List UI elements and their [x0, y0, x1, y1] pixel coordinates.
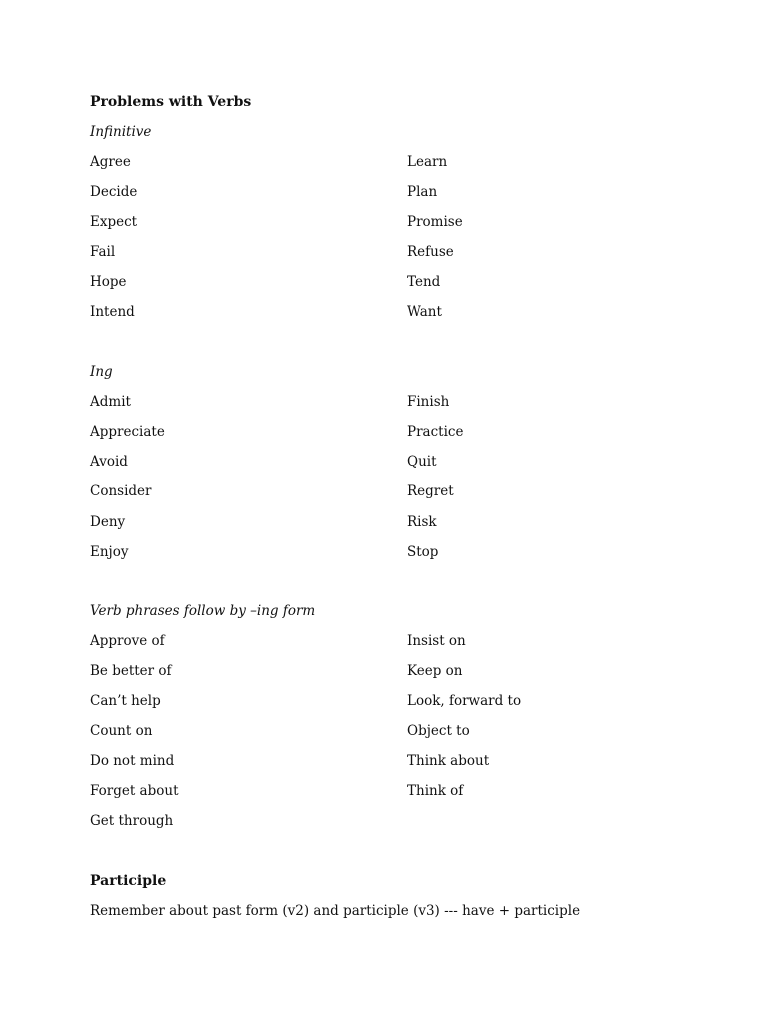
list-item: Tend	[407, 274, 441, 290]
list-item: Do not mind	[90, 753, 175, 769]
list-item: Appreciate	[90, 424, 165, 440]
participle-text: Remember about past form (v2) and participle (v3) --- have + participle	[90, 903, 581, 919]
list-item: Deny	[90, 514, 126, 530]
list-item: Plan	[407, 184, 438, 200]
list-item: Object to	[407, 723, 470, 739]
page-title: Problems with Verbs	[90, 94, 252, 110]
list-item: Insist on	[407, 633, 466, 649]
list-item: Decide	[90, 184, 138, 200]
list-item: Regret	[407, 483, 454, 499]
section-heading-verb-phrases: Verb phrases follow by –ing form	[90, 603, 316, 619]
list-item: Count on	[90, 723, 153, 739]
list-item: Keep on	[407, 663, 463, 679]
list-item: Intend	[90, 304, 135, 320]
list-item: Stop	[407, 544, 439, 560]
list-item: Be better of	[90, 663, 172, 679]
list-item: Practice	[407, 424, 464, 440]
list-item: Agree	[90, 154, 131, 170]
list-item: Want	[407, 304, 442, 320]
list-item: Think of	[407, 783, 464, 799]
participle-heading: Participle	[90, 873, 167, 889]
list-item: Refuse	[407, 244, 454, 260]
list-item: Risk	[407, 514, 437, 530]
list-item: Approve of	[90, 633, 165, 649]
list-item: Think about	[407, 753, 490, 769]
list-item: Promise	[407, 214, 463, 230]
list-item: Expect	[90, 214, 138, 230]
list-item: Learn	[407, 154, 448, 170]
list-item: Avoid	[90, 454, 128, 470]
list-item: Fail	[90, 244, 116, 260]
list-item: Look, forward to	[407, 693, 522, 709]
list-item: Finish	[407, 394, 450, 410]
section-heading-ing: Ing	[90, 364, 113, 380]
list-item: Enjoy	[90, 544, 129, 560]
list-item: Admit	[90, 394, 131, 410]
list-item: Quit	[407, 454, 437, 470]
list-item: Hope	[90, 274, 127, 290]
list-item: Can’t help	[90, 693, 161, 709]
list-item: Forget about	[90, 783, 179, 799]
list-item: Consider	[90, 483, 152, 499]
section-heading-infinitive: Infinitive	[90, 124, 152, 140]
list-item: Get through	[90, 813, 174, 829]
